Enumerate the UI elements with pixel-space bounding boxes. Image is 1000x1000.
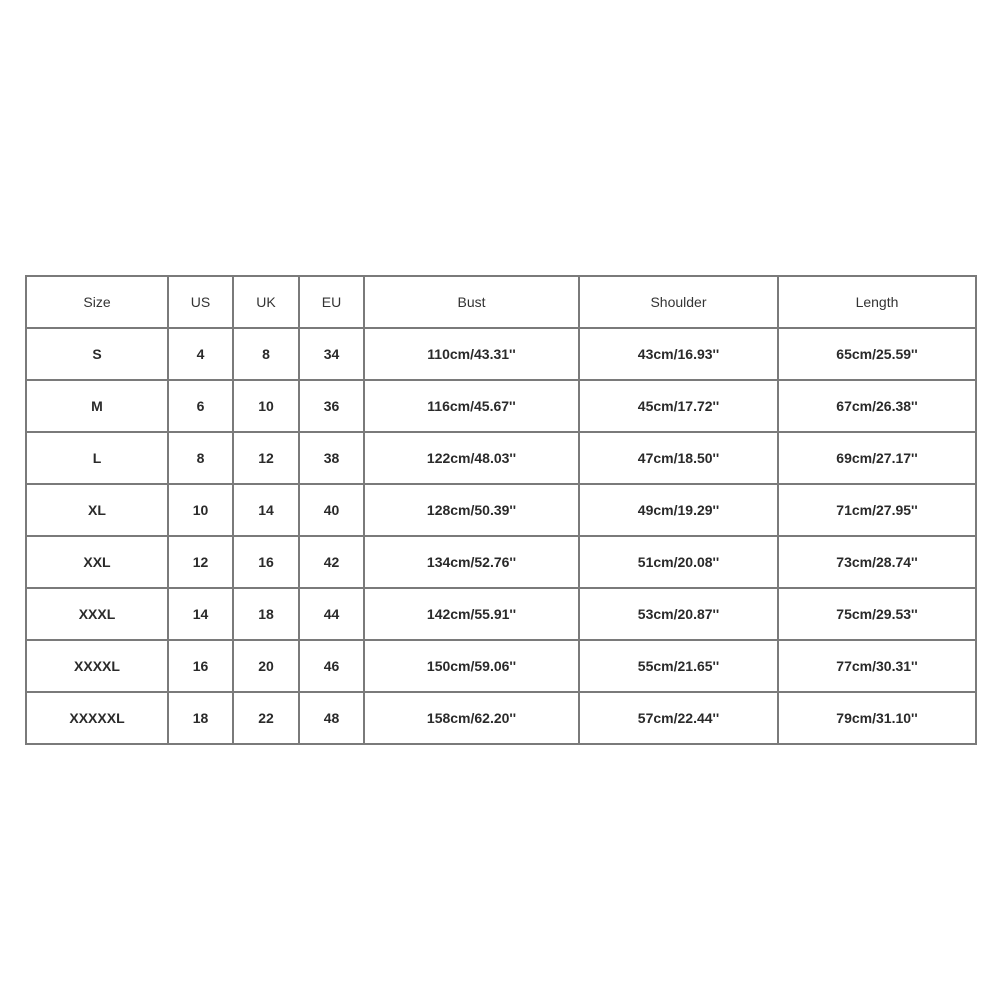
table-row	[26, 692, 976, 744]
cell-eu: 34	[299, 328, 364, 380]
cell-eu: 38	[299, 432, 364, 484]
cell-size: XXXL	[26, 588, 168, 640]
cell-size: XXL	[26, 536, 168, 588]
table-row	[26, 484, 976, 536]
cell-size: XL	[26, 484, 168, 536]
cell-eu: 40	[299, 484, 364, 536]
cell-shoulder: 47cm/18.50''	[579, 432, 778, 484]
cell-size: S	[26, 328, 168, 380]
cell-us: 4	[168, 328, 233, 380]
cell-bust: 122cm/48.03''	[364, 432, 579, 484]
cell-uk: 18	[233, 588, 299, 640]
cell-uk: 10	[233, 380, 299, 432]
cell-size: L	[26, 432, 168, 484]
cell-uk: 20	[233, 640, 299, 692]
cell-bust: 116cm/45.67''	[364, 380, 579, 432]
header-uk: UK	[233, 276, 299, 328]
table-row	[26, 328, 976, 380]
cell-uk: 8	[233, 328, 299, 380]
header-size: Size	[26, 276, 168, 328]
cell-length: 75cm/29.53''	[778, 588, 976, 640]
cell-shoulder: 55cm/21.65''	[579, 640, 778, 692]
cell-length: 65cm/25.59''	[778, 328, 976, 380]
cell-length: 77cm/30.31''	[778, 640, 976, 692]
table-row	[26, 432, 976, 484]
table-row	[26, 640, 976, 692]
cell-us: 12	[168, 536, 233, 588]
table-row	[26, 588, 976, 640]
header-eu: EU	[299, 276, 364, 328]
cell-us: 14	[168, 588, 233, 640]
cell-size: XXXXL	[26, 640, 168, 692]
cell-uk: 22	[233, 692, 299, 744]
cell-eu: 46	[299, 640, 364, 692]
header-bust: Bust	[364, 276, 579, 328]
cell-uk: 12	[233, 432, 299, 484]
cell-us: 10	[168, 484, 233, 536]
header-shoulder: Shoulder	[579, 276, 778, 328]
cell-length: 73cm/28.74''	[778, 536, 976, 588]
table-row	[26, 380, 976, 432]
cell-size: M	[26, 380, 168, 432]
header-us: US	[168, 276, 233, 328]
cell-length: 79cm/31.10''	[778, 692, 976, 744]
cell-eu: 44	[299, 588, 364, 640]
cell-eu: 42	[299, 536, 364, 588]
cell-length: 67cm/26.38''	[778, 380, 976, 432]
cell-shoulder: 45cm/17.72''	[579, 380, 778, 432]
cell-bust: 134cm/52.76''	[364, 536, 579, 588]
table-header	[26, 276, 976, 328]
cell-shoulder: 49cm/19.29''	[579, 484, 778, 536]
cell-us: 8	[168, 432, 233, 484]
cell-shoulder: 51cm/20.08''	[579, 536, 778, 588]
cell-us: 6	[168, 380, 233, 432]
cell-eu: 36	[299, 380, 364, 432]
cell-bust: 142cm/55.91''	[364, 588, 579, 640]
cell-bust: 150cm/59.06''	[364, 640, 579, 692]
header-row	[26, 276, 976, 328]
cell-uk: 16	[233, 536, 299, 588]
cell-shoulder: 57cm/22.44''	[579, 692, 778, 744]
table-body	[26, 328, 976, 744]
cell-eu: 48	[299, 692, 364, 744]
cell-length: 71cm/27.95''	[778, 484, 976, 536]
cell-shoulder: 53cm/20.87''	[579, 588, 778, 640]
cell-us: 16	[168, 640, 233, 692]
cell-bust: 128cm/50.39''	[364, 484, 579, 536]
cell-shoulder: 43cm/16.93''	[579, 328, 778, 380]
cell-length: 69cm/27.17''	[778, 432, 976, 484]
cell-uk: 14	[233, 484, 299, 536]
table-row	[26, 536, 976, 588]
cell-bust: 158cm/62.20''	[364, 692, 579, 744]
cell-size: XXXXXL	[26, 692, 168, 744]
header-length: Length	[778, 276, 976, 328]
cell-bust: 110cm/43.31''	[364, 328, 579, 380]
cell-us: 18	[168, 692, 233, 744]
size-chart-table	[25, 275, 977, 745]
